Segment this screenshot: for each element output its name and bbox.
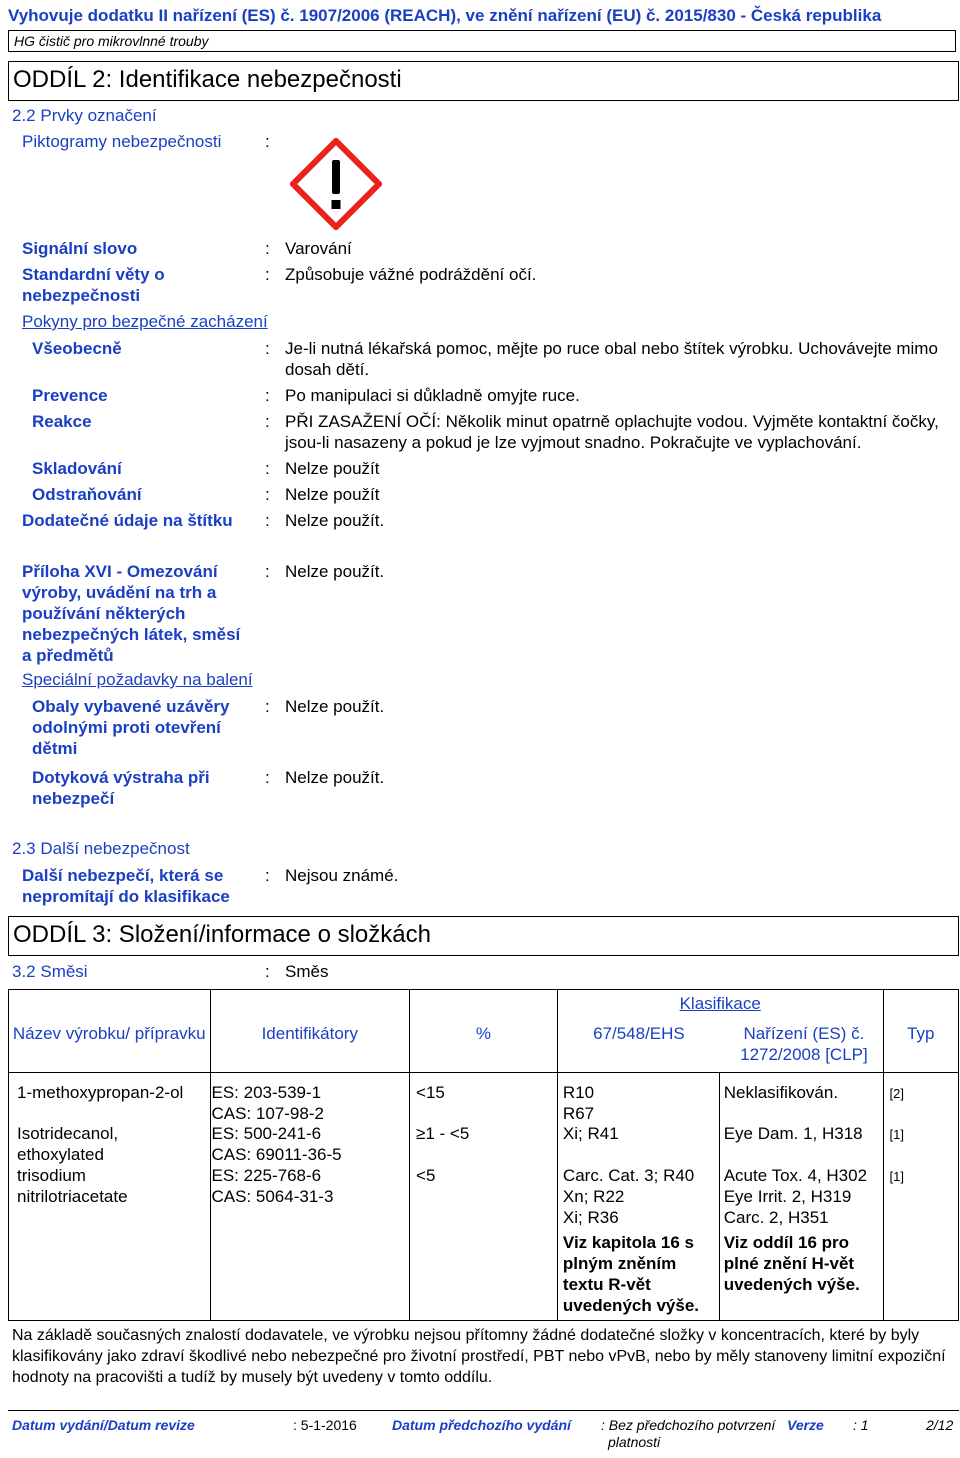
mixture-value: Směs	[285, 962, 329, 981]
annex-xvi-label: Příloha XVI - Omezování výroby, uvádění na trh a používání některých nebezpečných látek, směsí a předmětů	[22, 562, 241, 665]
row3-eec: Carc. Cat. 3; R40	[562, 1166, 695, 1185]
classification-header: Klasifikace	[679, 994, 761, 1013]
col-name-header: Název výrobku/ přípravku	[12, 1024, 206, 1043]
header-cell-type	[883, 990, 959, 1073]
response-label: Reakce	[32, 412, 92, 431]
colon: :	[265, 132, 270, 151]
row2-percent: ≥1 - <5	[416, 1124, 470, 1143]
document-header-title: Vyhovuje dodatku II nařízení (ES) č. 1907/2006 (REACH), ve znění nařízení (EU) č. 2015/830 - Česká republika	[8, 6, 882, 25]
composition-statement: Na základě současných znalostí dodavatele, ve výrobku nejsou přítomny žádné dodatečné složky v koncentracích, které by byly klasifikovány jako zdraví škodlivé nebo nebezpečné pro životní prostředí, PBT nebo vPvB, nebo by měly stanoveny limitní expoziční hodnoty na pracovišti a tudíž by musely být uvedeny v tomto oddílu.	[12, 1327, 946, 1386]
other-hazards-value: Nejsou známé.	[285, 866, 399, 885]
row3-name-line2: nitrilotriacetate	[17, 1187, 128, 1206]
row1-percent: <15	[416, 1083, 445, 1102]
footer-previous-value: : Bez předchozího potvrzení	[601, 1417, 776, 1433]
row1-eec-line2: R67	[562, 1104, 595, 1123]
row1-name: 1-methoxypropan-2-ol	[17, 1083, 184, 1102]
col-eec-header: 67/548/EHS	[593, 1024, 685, 1043]
annex-xvi-value: Nelze použít.	[285, 562, 385, 581]
colon: :	[265, 562, 270, 581]
signal-word-value: Varování	[285, 239, 352, 258]
exclamation-mark-pictogram-icon	[290, 138, 382, 230]
colon: :	[265, 697, 270, 716]
row2-eec: Xi; R41	[562, 1124, 619, 1143]
col-ident-header: Identifikátory	[261, 1024, 358, 1043]
disposal-value: Nelze použít	[285, 485, 380, 504]
footer-issue-value: : 5-1-2016	[293, 1417, 357, 1433]
subsection-2-2: 2.2 Prvky označení	[12, 106, 157, 125]
footer-previous-label: Datum předchozího vydání	[392, 1417, 571, 1433]
subsection-2-3: 2.3 Další nebezpečnost	[12, 839, 190, 858]
prevention-value: Po manipulaci si důkladně omyjte ruce.	[285, 386, 580, 405]
ident-cell	[210, 1073, 410, 1321]
colon: :	[265, 412, 270, 431]
header-cell-percent	[410, 990, 558, 1073]
row3-name: trisodium	[17, 1166, 86, 1185]
footer-version-value: : 1	[853, 1417, 869, 1433]
general-label: Všeobecně	[32, 339, 122, 358]
row3-percent: <5	[416, 1166, 436, 1185]
hazard-statements-value: Způsobuje vážné podráždění očí.	[285, 265, 537, 284]
colon: :	[265, 866, 270, 885]
percent-cell	[410, 1073, 558, 1321]
other-hazards-label: Další nebezpečí, která se nepromítají do klasifikace	[22, 866, 230, 906]
hazard-statements-label-line1: Standardní věty o	[22, 265, 165, 284]
section-3-heading-text: ODDÍL 3: Složení/informace o složkách	[13, 921, 431, 948]
disposal-label: Odstraňování	[32, 485, 142, 504]
signal-word-label: Signální slovo	[22, 239, 138, 258]
footer-version-label: Verze	[787, 1417, 824, 1433]
colon: :	[265, 768, 270, 787]
row2-clp: Eye Dam. 1, H318	[723, 1124, 863, 1143]
footer-page-number: 2/12	[926, 1417, 954, 1433]
row3-clp-line3: Carc. 2, H351	[723, 1208, 829, 1227]
col-type-header: Typ	[907, 1024, 935, 1043]
type-cell	[883, 1073, 959, 1321]
storage-value: Nelze použít	[285, 459, 380, 478]
row3-clp-line2: Eye Irrit. 2, H319	[723, 1187, 852, 1206]
row3-ident: ES: 225-768-6	[211, 1166, 322, 1185]
exclamation-dot	[332, 200, 341, 209]
eec-note: Viz kapitola 16 s plným zněním textu R-vět uvedených výše.	[562, 1233, 699, 1315]
prevention-label: Prevence	[32, 386, 108, 405]
supplemental-value: Nelze použít.	[285, 511, 385, 530]
row1-clp: Neklasifikován.	[723, 1083, 839, 1102]
row1-ident: ES: 203-539-1	[211, 1083, 322, 1102]
colon: :	[265, 239, 270, 258]
packaging-requirements-heading: Speciální požadavky na balení	[22, 670, 253, 689]
exclamation-bar	[332, 160, 340, 194]
row2-name: Isotridecanol,	[17, 1124, 119, 1143]
colon: :	[265, 339, 270, 358]
col-percent-header: %	[475, 1024, 492, 1043]
row1-type: [2]	[889, 1086, 904, 1101]
product-name: HG čistič pro mikrovlnné trouby	[14, 33, 209, 49]
row2-ident-cas: CAS: 69011-36-5	[211, 1145, 342, 1164]
col-clp-header: Nařízení (ES) č. 1272/2008 [CLP]	[740, 1024, 868, 1064]
section-2-heading	[8, 61, 959, 101]
tactile-warning-value: Nelze použít.	[285, 768, 385, 787]
colon: :	[265, 459, 270, 478]
child-resistant-closures-label: Obaly vybavené uzávěry odolnými proti otevření dětmi	[32, 697, 230, 758]
child-resistant-closures-value: Nelze použít.	[285, 697, 385, 716]
row1-ident-cas: CAS: 107-98-2	[211, 1104, 324, 1123]
footer-issue-label: Datum vydání/Datum revize	[12, 1417, 195, 1433]
table-header-row	[9, 990, 959, 1073]
storage-label: Skladování	[32, 459, 122, 478]
row3-eec-line3: Xi; R36	[562, 1208, 619, 1227]
response-value: PŘI ZASAŽENÍ OČÍ: Několik minut opatrně oplachujte vodou. Vyjměte kontaktní čočky, jsou-li nasazeny a pokud je lze vyjmout snadno. Pokračujte ve vyplachování.	[285, 412, 939, 452]
row3-eec-line2: Xn; R22	[562, 1187, 625, 1206]
colon: :	[265, 485, 270, 504]
product-name-box	[8, 30, 956, 52]
eec-cell	[557, 1073, 719, 1321]
row2-name-line2: ethoxylated	[17, 1145, 104, 1164]
colon: :	[265, 511, 270, 530]
header-cell-ident	[210, 990, 410, 1073]
clp-cell	[719, 1073, 883, 1321]
supplemental-label: Dodatečné údaje na štítku	[22, 511, 233, 530]
pictogram-label: Piktogramy nebezpečnosti	[22, 132, 222, 151]
row1-eec: R10	[562, 1083, 595, 1102]
colon: :	[265, 962, 270, 981]
precautionary-statements-heading: Pokyny pro bezpečné zacházení	[22, 312, 268, 331]
footer-divider	[8, 1410, 959, 1411]
header-cell-name	[9, 990, 211, 1073]
row2-type: [1]	[889, 1127, 904, 1142]
general-value: Je-li nutná lékařská pomoc, mějte po ruce obal nebo štítek výrobku. Uchovávejte mimo dosah dětí.	[285, 339, 938, 379]
table-body-row	[9, 1073, 959, 1321]
section-2-heading-text: ODDÍL 2: Identifikace nebezpečnosti	[13, 66, 402, 93]
section-3-heading	[8, 916, 959, 956]
tactile-warning-label: Dotyková výstraha při nebezpečí	[32, 768, 210, 808]
name-cell	[9, 1073, 211, 1321]
row3-type: [1]	[889, 1169, 904, 1184]
row3-ident-cas: CAS: 5064-31-3	[211, 1187, 334, 1206]
footer-previous-value-line2: platnosti	[608, 1434, 661, 1450]
row3-clp: Acute Tox. 4, H302	[723, 1166, 868, 1185]
hazard-statements-label-line2: nebezpečnosti	[22, 286, 141, 305]
composition-table	[8, 989, 959, 1321]
header-cell-classification	[557, 990, 883, 1073]
row2-ident: ES: 500-241-6	[211, 1124, 322, 1143]
colon: :	[265, 386, 270, 405]
colon: :	[265, 265, 270, 284]
subsection-3-2: 3.2 Směsi	[12, 962, 88, 981]
clp-note: Viz oddíl 16 pro plné znění H-vět uvedených výše.	[723, 1233, 860, 1294]
